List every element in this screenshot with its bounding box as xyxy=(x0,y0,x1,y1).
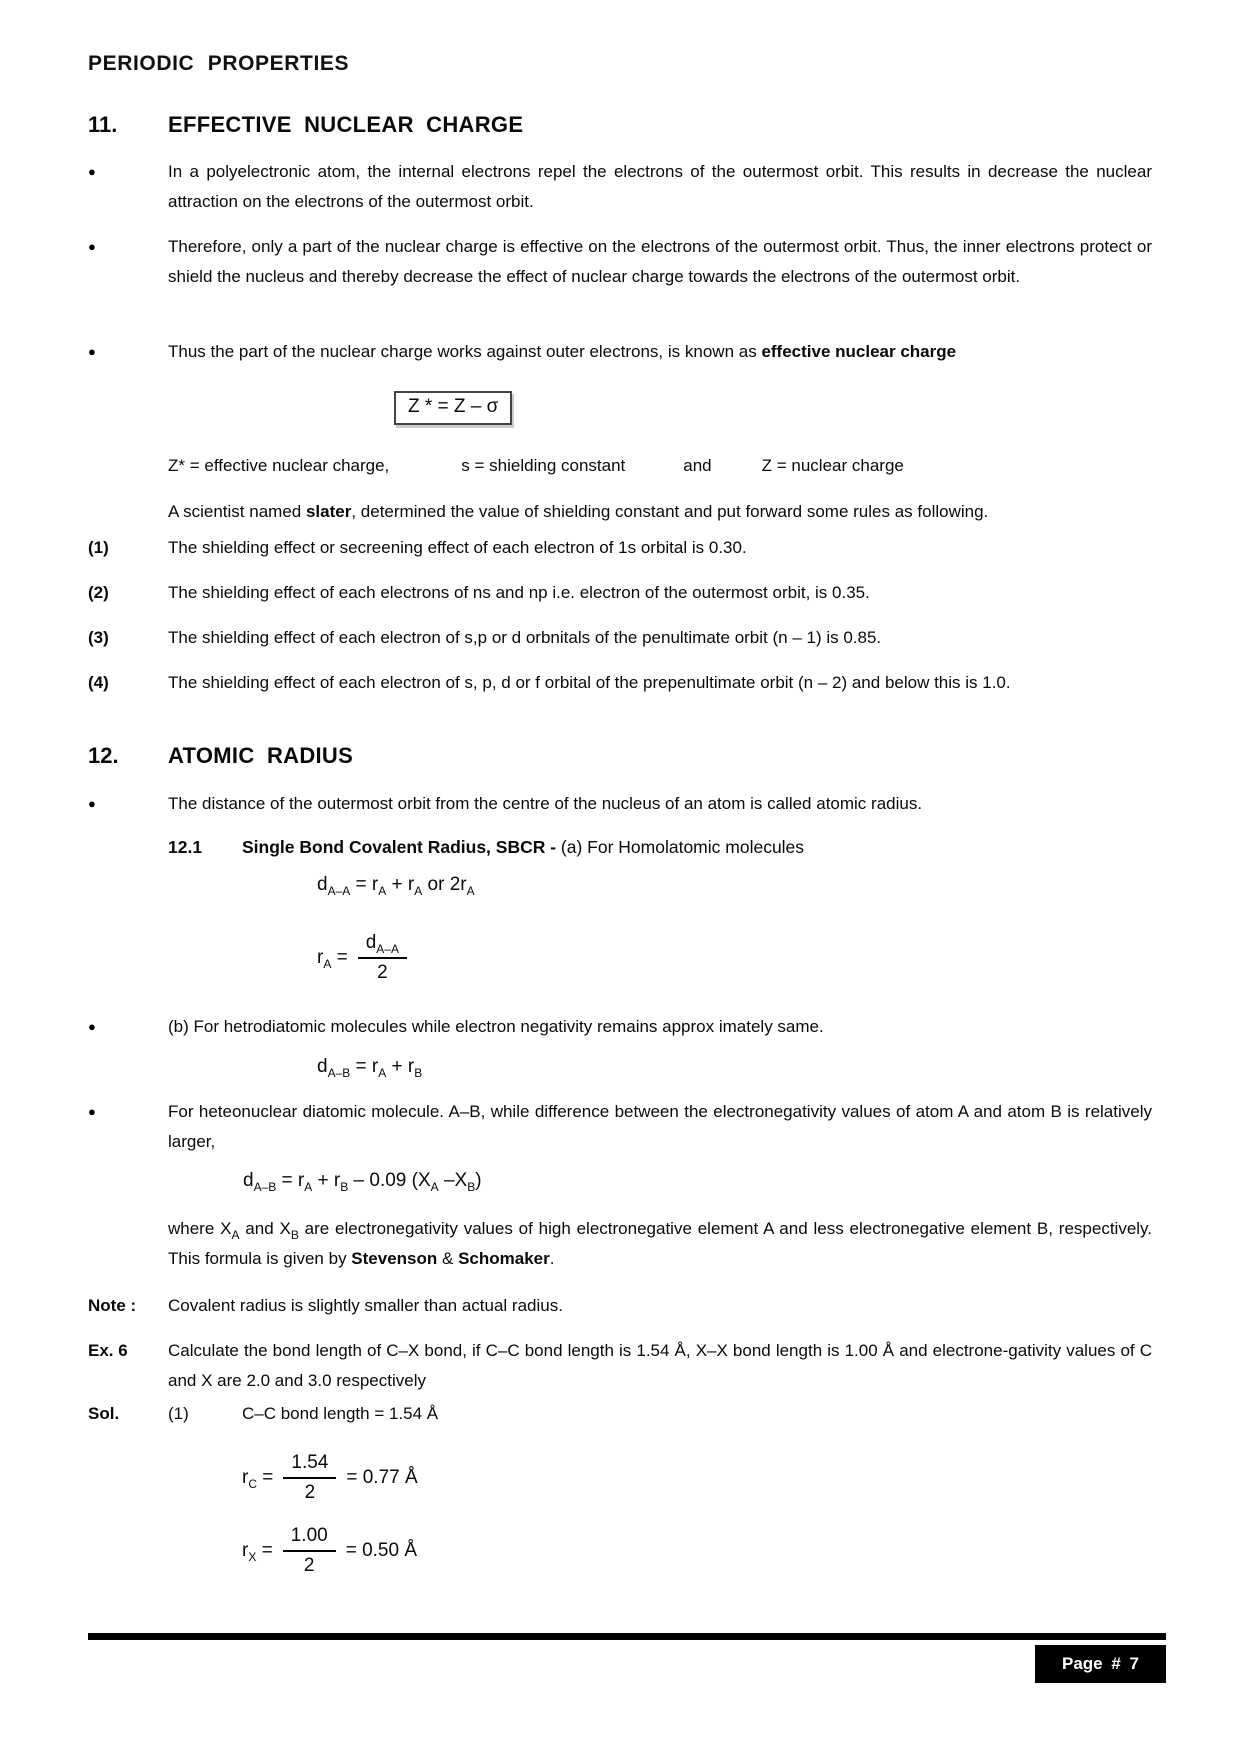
note-text: Covalent radius is slightly smaller than actual radius. xyxy=(168,1296,563,1315)
rule-text: The shielding effect or secreening effect of each electron of 1s orbital is 0.30. xyxy=(168,538,747,557)
rule-item xyxy=(88,578,1152,608)
bullet-paragraph xyxy=(88,232,1152,292)
rule-item xyxy=(88,533,1152,563)
paragraph-text: In a polyelectronic atom, the internal electrons repel the electrons of the outermost orbit. This results in decrease the nuclear attraction on the electrons of the outermost orbit. xyxy=(168,162,1152,211)
slater-sentence: A scientist named slater, determined the value of shielding constant and put forward some rules as following. xyxy=(168,502,989,521)
section-12-number: 12. xyxy=(88,743,119,768)
fraction xyxy=(283,1525,336,1577)
section-11-title: EFFECTIVE NUCLEAR CHARGE xyxy=(168,112,524,137)
fraction-denominator: 2 xyxy=(283,1550,336,1577)
fraction-left: $r_C$ = xyxy=(242,1467,274,1491)
solution-text: C–C bond length = 1.54 Å xyxy=(242,1404,439,1423)
bullet-paragraph xyxy=(88,337,1152,367)
section-12-heading xyxy=(88,743,1152,769)
fraction-result: = 0.77 Å xyxy=(346,1467,418,1488)
symbol-definitions-line xyxy=(168,451,904,481)
bullet-icon: ● xyxy=(88,239,96,254)
fraction-result: = 0.50 Å xyxy=(345,1540,418,1561)
solution-label: Sol. xyxy=(88,1404,120,1423)
rule-number: (2) xyxy=(88,583,109,602)
fraction-denominator: 2 xyxy=(358,957,407,984)
rule-item xyxy=(88,668,1152,698)
subsection-number: 12.1 xyxy=(168,837,203,857)
paragraph-text: For heteonuclear diatomic molecule. A–B, while difference between the electronegativity values of atom A and atom B is relatively larger, xyxy=(168,1102,1152,1151)
formula-dab: $d_{A-B} = r_A + r_B$ xyxy=(317,1056,423,1080)
bullet-icon: ● xyxy=(88,344,96,359)
paragraph-text: Thus the part of the nuclear charge works against outer electrons, is known as effective nuclear charge xyxy=(168,342,957,361)
example-text: Calculate the bond length of C–X bond, if C–C bond length is 1.54 Å, X–X bond length is 1.00 Å and electrone-gativity values of C and X are 2.0 and 3.0 respectively xyxy=(168,1341,1152,1390)
paragraph-text: (b) For hetrodiatomic molecules while electron negativity remains approx imately same. xyxy=(168,1017,824,1036)
z-definition: Z = nuclear charge xyxy=(761,456,904,475)
section-11-heading xyxy=(88,112,1152,138)
formula-daa: $d_{A-A} = r_A + r_A$ or $2r_A$ xyxy=(317,874,475,898)
zstar-definition: Z* = effective nuclear charge, xyxy=(168,456,390,475)
rule-item xyxy=(88,623,1152,653)
bullet-icon: ● xyxy=(88,1104,96,1119)
bullet-paragraph xyxy=(88,789,1152,819)
fraction-left: $r_A$ = xyxy=(317,947,348,971)
bullet-icon: ● xyxy=(88,796,96,811)
paragraph-text: The distance of the outermost orbit from the centre of the nucleus of an atom is called atomic radius. xyxy=(168,794,923,813)
formula-dab-stevenson: $d_{A-B} = r_A + r_B - 0.09$ ($X_A$ $-X_B$) xyxy=(243,1170,482,1194)
bullet-paragraph xyxy=(88,1012,1152,1042)
effective-nuclear-charge-formula-box: Z * = Z – σ xyxy=(394,391,512,425)
fraction xyxy=(358,932,407,984)
rule-number: (3) xyxy=(88,628,109,647)
subsection-12-1-heading xyxy=(168,832,1152,862)
where-paragraph: where $X_A$ and $X_B$ are electronegativity values of high electronegative element A and less electronegative element B, respectively. This formula is given by Stevenson & Schomaker. xyxy=(168,1219,1153,1268)
fraction-numerator: $d_{A-A}$ xyxy=(365,932,399,956)
fraction-denominator: 2 xyxy=(283,1477,336,1504)
page-title: PERIODIC PROPERTIES xyxy=(88,52,350,75)
rule-number: (1) xyxy=(88,538,109,557)
solution-row xyxy=(88,1399,1152,1429)
formula-rx xyxy=(242,1525,417,1577)
rule-text: The shielding effect of each electron of s, p, d or f orbital of the prepenultimate orbit (n – 2) and below this is 1.0. xyxy=(168,673,1011,692)
page-number-badge: Page # 7 xyxy=(1035,1645,1166,1683)
fraction-left: $r_X$ = xyxy=(242,1540,273,1564)
example-label: Ex. 6 xyxy=(88,1341,128,1360)
bullet-icon: ● xyxy=(88,1019,96,1034)
rule-number: (4) xyxy=(88,673,109,692)
formula-rc xyxy=(242,1452,418,1504)
bullet-paragraph xyxy=(88,1097,1152,1157)
section-12-title: ATOMIC RADIUS xyxy=(168,743,354,768)
note-row xyxy=(88,1291,1152,1321)
bullet-paragraph xyxy=(88,157,1152,217)
note-label: Note : xyxy=(88,1296,137,1315)
footer-rule xyxy=(88,1633,1166,1640)
s-definition: s = shielding constant xyxy=(461,456,626,475)
solution-step-number: (1) xyxy=(168,1404,189,1423)
subsection-title: Single Bond Covalent Radius, SBCR - (a) For Homolatomic molecules xyxy=(242,837,805,857)
fraction xyxy=(283,1452,336,1504)
rule-text: The shielding effect of each electron of s,p or d orbnitals of the penultimate orbit (n – 1) is 0.85. xyxy=(168,628,882,647)
fraction-numerator: 1.00 xyxy=(290,1525,328,1546)
rule-text: The shielding effect of each electrons of ns and np i.e. electron of the outermost orbit, is 0.35. xyxy=(168,583,870,602)
and-word: and xyxy=(683,456,712,475)
fraction-numerator: 1.54 xyxy=(291,1452,329,1473)
bullet-icon: ● xyxy=(88,164,96,179)
example-row xyxy=(88,1336,1152,1396)
paragraph-text: Therefore, only a part of the nuclear charge is effective on the electrons of the outermost orbit. Thus, the inner electrons protect or shield the nucleus and thereby decrease the effect of nuclear charge towards the electrons of the outermost orbit. xyxy=(168,237,1152,286)
section-11-number: 11. xyxy=(88,112,118,137)
formula-ra-fraction xyxy=(317,932,407,984)
